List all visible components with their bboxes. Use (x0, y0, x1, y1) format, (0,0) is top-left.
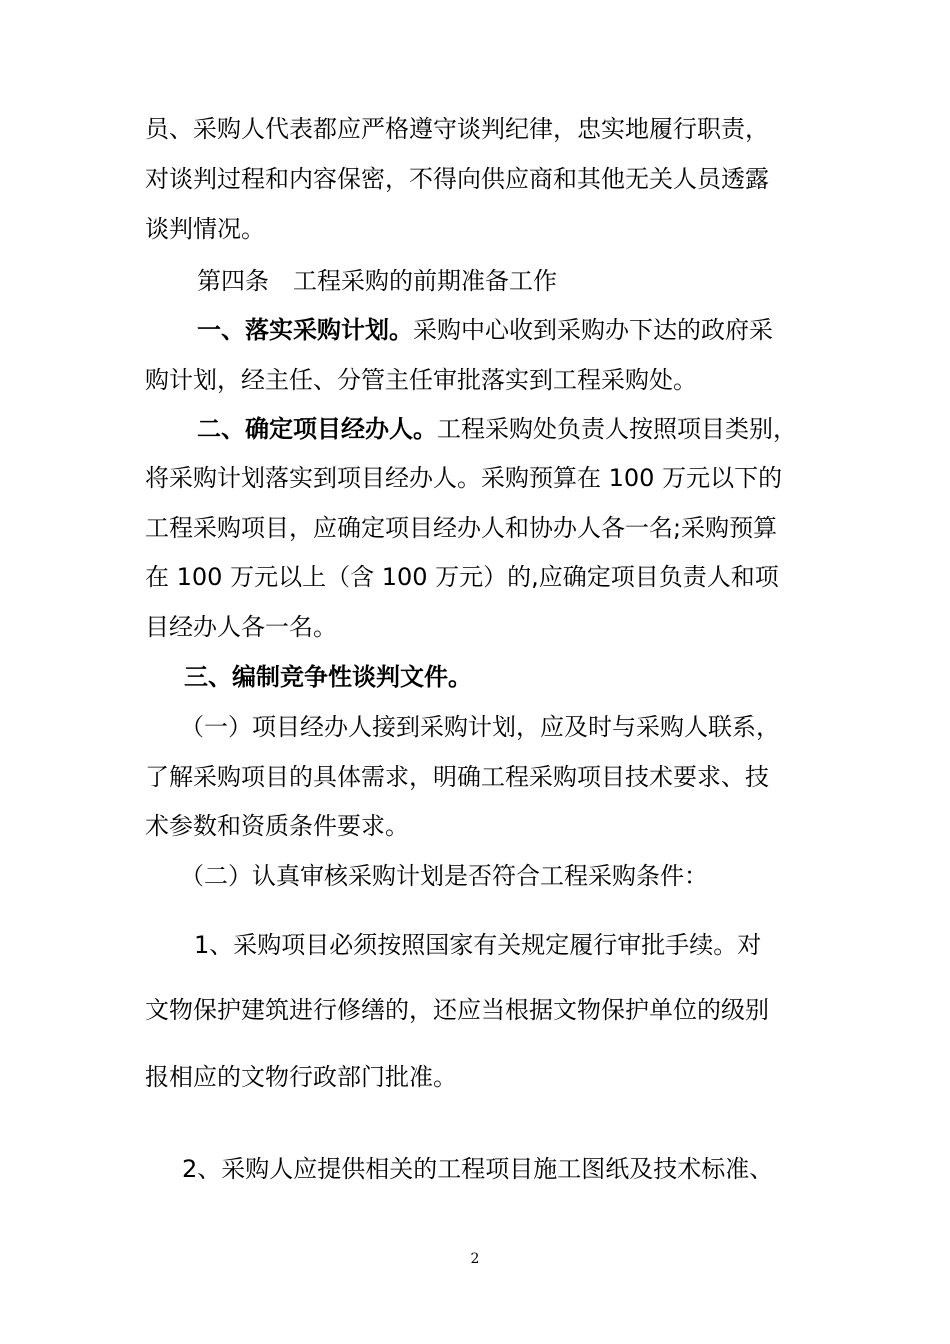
paragraph-line: 目经办人各一名。 (145, 613, 337, 641)
item-1-title: 一、落实采购计划。 (197, 316, 413, 344)
item-1-text: 采购中心收到采购办下达的政府采 (413, 316, 773, 344)
paragraph-line: （二）认真审核采购计划是否符合工程采购条件： (180, 862, 708, 890)
paragraph-line: （一）项目经办人接到采购计划，应及时与采购人联系， (180, 713, 780, 741)
item-2-first-line (197, 413, 797, 445)
paragraph-line: 文物保护建筑进行修缮的，还应当根据文物保护单位的级别 (145, 996, 769, 1024)
paragraph-line: 谈判情况。 (145, 215, 265, 243)
paragraph-line: 2、采购人应提供相关的工程项目施工图纸及技术标准、 (182, 1155, 774, 1183)
item-3-title: 三、编制竞争性谈判文件。 (184, 663, 472, 691)
paragraph-line: 报相应的文物行政部门批准。 (145, 1063, 457, 1091)
paragraph-line: 对谈判过程和内容保密，不得向供应商和其他无关人员透露 (145, 165, 769, 193)
paragraph-line: 1、采购项目必须按照国家有关规定履行审批手续。对 (194, 931, 762, 959)
paragraph-line: 了解采购项目的具体需求，明确工程采购项目技术要求、技 (145, 763, 769, 791)
page-number: 2 (470, 1251, 480, 1267)
item-2-title: 二、确定项目经办人。 (197, 415, 437, 443)
paragraph-line: 员、采购人代表都应严格遵守谈判纪律，忠实地履行职责， (145, 115, 769, 143)
item-1-first-line (197, 314, 773, 346)
paragraph-line: 术参数和资质条件要求。 (145, 812, 409, 840)
article-heading: 第四条 工程采购的前期准备工作 (197, 267, 557, 295)
item-2-text: 工程采购处负责人按照项目类别， (437, 415, 797, 443)
paragraph-line: 工程采购项目，应确定项目经办人和协办人各一名;采购预算 (145, 514, 778, 542)
paragraph-line: 在 100 万元以上（含 100 万元）的,应确定项目负责人和项 (145, 563, 779, 591)
paragraph-line: 将采购计划落实到项目经办人。采购预算在 100 万元以下的 (145, 464, 783, 492)
paragraph-line: 购计划，经主任、分管主任审批落实到工程采购处。 (145, 366, 697, 394)
